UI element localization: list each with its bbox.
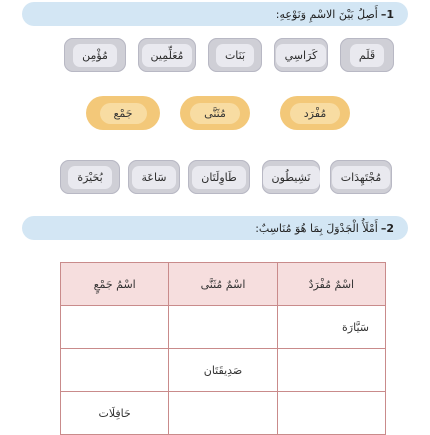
word-chip[interactable] — [188, 160, 250, 194]
question-2-number: 2– — [380, 221, 394, 235]
table-header-dual: اسْمٌ مُثَنَّى — [169, 263, 277, 306]
word-chip-label: بُحَيْرَة — [68, 166, 111, 189]
type-pill-singular[interactable] — [280, 96, 350, 130]
table-cell[interactable]: حَافِلَات — [61, 392, 169, 435]
question-1-number: 1– — [380, 7, 394, 21]
word-chip[interactable] — [274, 38, 328, 72]
table-header-row — [61, 263, 386, 306]
word-chip[interactable] — [208, 38, 262, 72]
table-cell[interactable] — [169, 392, 277, 435]
word-chip[interactable] — [60, 160, 120, 194]
word-chip[interactable] — [330, 160, 392, 194]
word-chip[interactable] — [340, 38, 394, 72]
word-chip-label: طَاوِلَتَان — [192, 166, 246, 189]
table-row — [61, 349, 386, 392]
table-row — [61, 306, 386, 349]
word-chip-label: قَلَم — [350, 44, 384, 67]
table-row — [61, 392, 386, 435]
word-chip-label: مُجْتَهِدَات — [332, 166, 391, 189]
word-chip-label: نَشِيطُون — [263, 166, 320, 189]
word-chip[interactable] — [138, 38, 196, 72]
table-cell[interactable] — [61, 306, 169, 349]
question-1-bar — [22, 2, 408, 26]
word-chip-label: كَرَاسِي — [276, 44, 327, 67]
type-pill-plural[interactable] — [86, 96, 160, 130]
type-pill-label: مُفْرَد — [290, 103, 340, 124]
word-chip-label: مُعَلِّمِين — [142, 44, 193, 67]
type-pill-dual[interactable] — [180, 96, 250, 130]
word-chip[interactable] — [64, 38, 126, 72]
question-1-text: أَصِلُ بَيْنَ الاسْمِ وَنَوْعِهِ: — [275, 7, 378, 21]
table-cell[interactable] — [61, 349, 169, 392]
type-pill-label: مُثَنَّى — [190, 103, 240, 124]
type-pill-label: جَمْع — [100, 103, 147, 124]
word-chip-label: مُؤْمِن — [73, 44, 117, 67]
table-cell[interactable] — [277, 392, 385, 435]
table-cell[interactable]: صَدِيقَتَان — [169, 349, 277, 392]
table-cell[interactable] — [169, 306, 277, 349]
table-header-singular: اسْمٌ مُفْرَدٌ — [277, 263, 385, 306]
word-chip[interactable] — [262, 160, 320, 194]
word-chip-label: بَنَات — [216, 44, 254, 67]
word-chip-label: سَاعَة — [132, 166, 175, 189]
word-chip[interactable] — [128, 160, 180, 194]
question-2-text: أَمْلَأُ الْجَدْوَلَ بِمَا هُوَ مُنَاسِبٌ: — [255, 221, 378, 235]
word-type-table — [60, 262, 386, 435]
question-2-bar — [22, 216, 408, 240]
table-header-plural: اسْمُ جَمْعٍ — [61, 263, 169, 306]
table-cell[interactable] — [277, 349, 385, 392]
table-cell[interactable]: سَيَّارَة — [277, 306, 385, 349]
